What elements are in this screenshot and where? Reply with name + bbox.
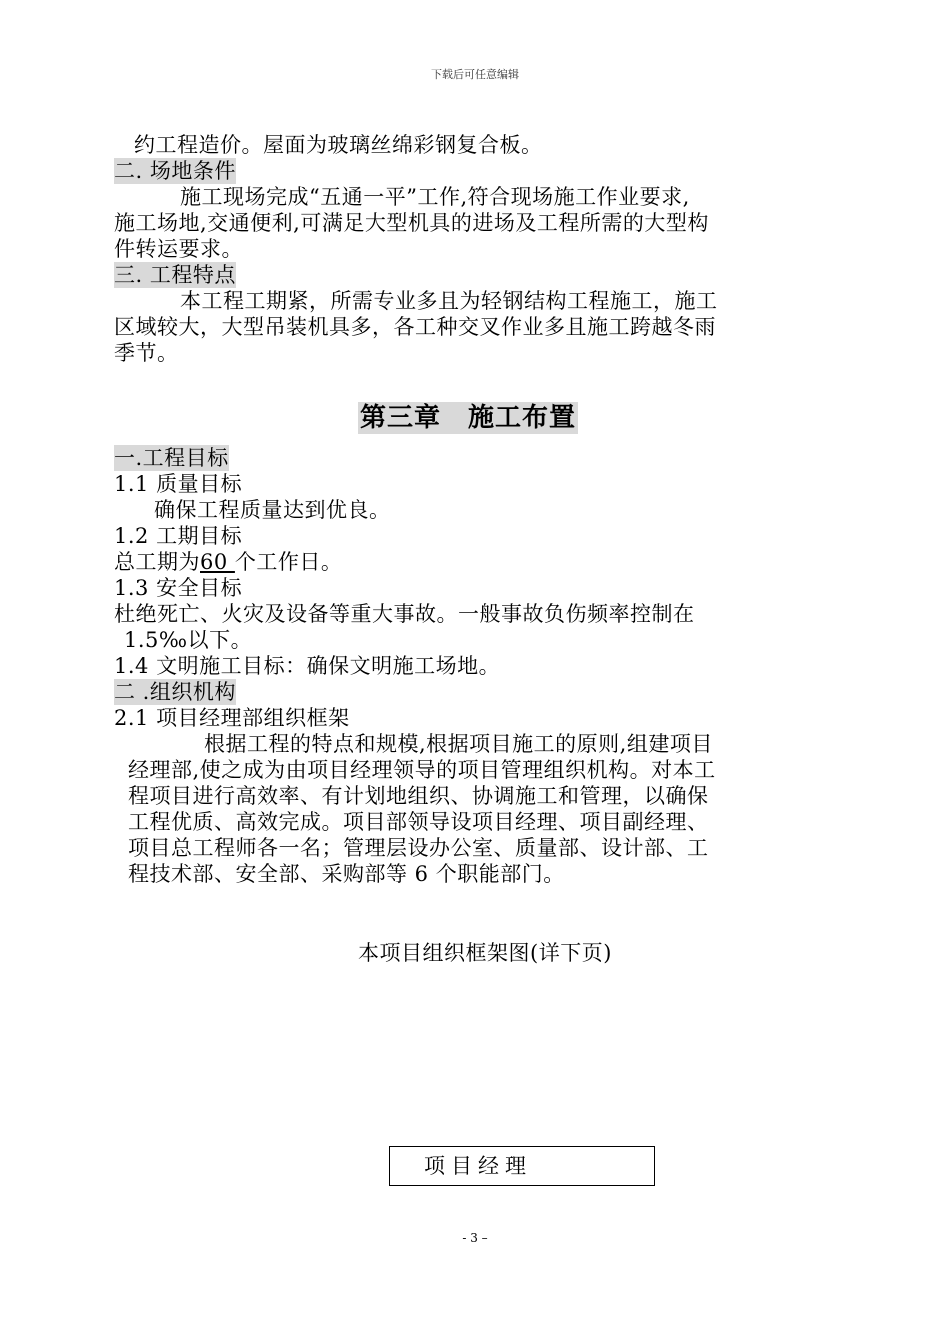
org-chart-box-project-manager: [389, 1146, 655, 1186]
paragraph-line: 季节。: [114, 341, 179, 365]
org-chart-caption: 本项目组织框架图(详下页): [358, 941, 612, 965]
section-heading-site: 二. 场地条件: [114, 159, 236, 183]
subheading-org-framework: 2.1 项目经理部组织框架: [114, 706, 350, 730]
org-chart-box-label: 项目经理: [424, 1154, 532, 1178]
paragraph-line: 程技术部、安全部、采购部等 6 个职能部门。: [128, 862, 565, 886]
paragraph-line: 本工程工期紧，所需专业多且为轻钢结构工程施工，施工: [180, 289, 718, 313]
paragraph-line: 1.5‰以下。: [124, 628, 253, 652]
paragraph-line: 根据工程的特点和规模,根据项目施工的原则,组建项目: [204, 732, 713, 756]
section-heading-features: 三. 工程特点: [114, 263, 236, 287]
section-heading-goals: 一.工程目标: [114, 446, 229, 470]
schedule-days: 60: [200, 550, 235, 574]
paragraph-line: 确保工程质量达到优良。: [154, 498, 391, 522]
subheading-civil: 1.4 文明施工目标：确保文明施工场地。: [114, 654, 501, 678]
subheading-safety: 1.3 安全目标: [114, 576, 243, 600]
paragraph-line: 施工现场完成“五通一平”工作,符合现场施工作业要求,: [180, 185, 690, 209]
paragraph-line: 区域较大，大型吊装机具多，各工种交叉作业多且施工跨越冬雨: [114, 315, 716, 339]
subheading-quality: 1.1 质量目标: [114, 472, 243, 496]
paragraph-line: 件转运要求。: [114, 237, 243, 261]
paragraph-line: 约工程造价。屋面为玻璃丝绵彩钢复合板。: [134, 133, 543, 157]
section-heading-org: 二 .组织机构: [114, 680, 236, 704]
paragraph-line: 程项目进行高效率、有计划地组织、协调施工和管理，以确保: [128, 784, 709, 808]
page-header-note: 下载后可任意编辑: [431, 68, 519, 81]
paragraph-line: 杜绝死亡、火灾及设备等重大事故。一般事故负伤频率控制在: [114, 602, 695, 626]
page-number: - 3 –: [462, 1231, 488, 1245]
paragraph-line: 经理部,使之成为由项目经理领导的项目管理组织机构。对本工: [128, 758, 716, 782]
paragraph-line: 项目总工程师各一名；管理层设办公室、质量部、设计部、工: [128, 836, 709, 860]
paragraph-line: 工程优质、高效完成。项目部领导设项目经理、项目副经理、: [128, 810, 709, 834]
paragraph-line: 施工场地,交通便利,可满足大型机具的进场及工程所需的大型构: [114, 211, 709, 235]
schedule-prefix: 总工期为: [114, 550, 200, 574]
schedule-line: [114, 549, 342, 575]
subheading-schedule: 1.2 工期目标: [114, 524, 243, 548]
chapter-title: 第三章 施工布置: [360, 403, 577, 433]
schedule-suffix: 个工作日。: [234, 550, 343, 574]
